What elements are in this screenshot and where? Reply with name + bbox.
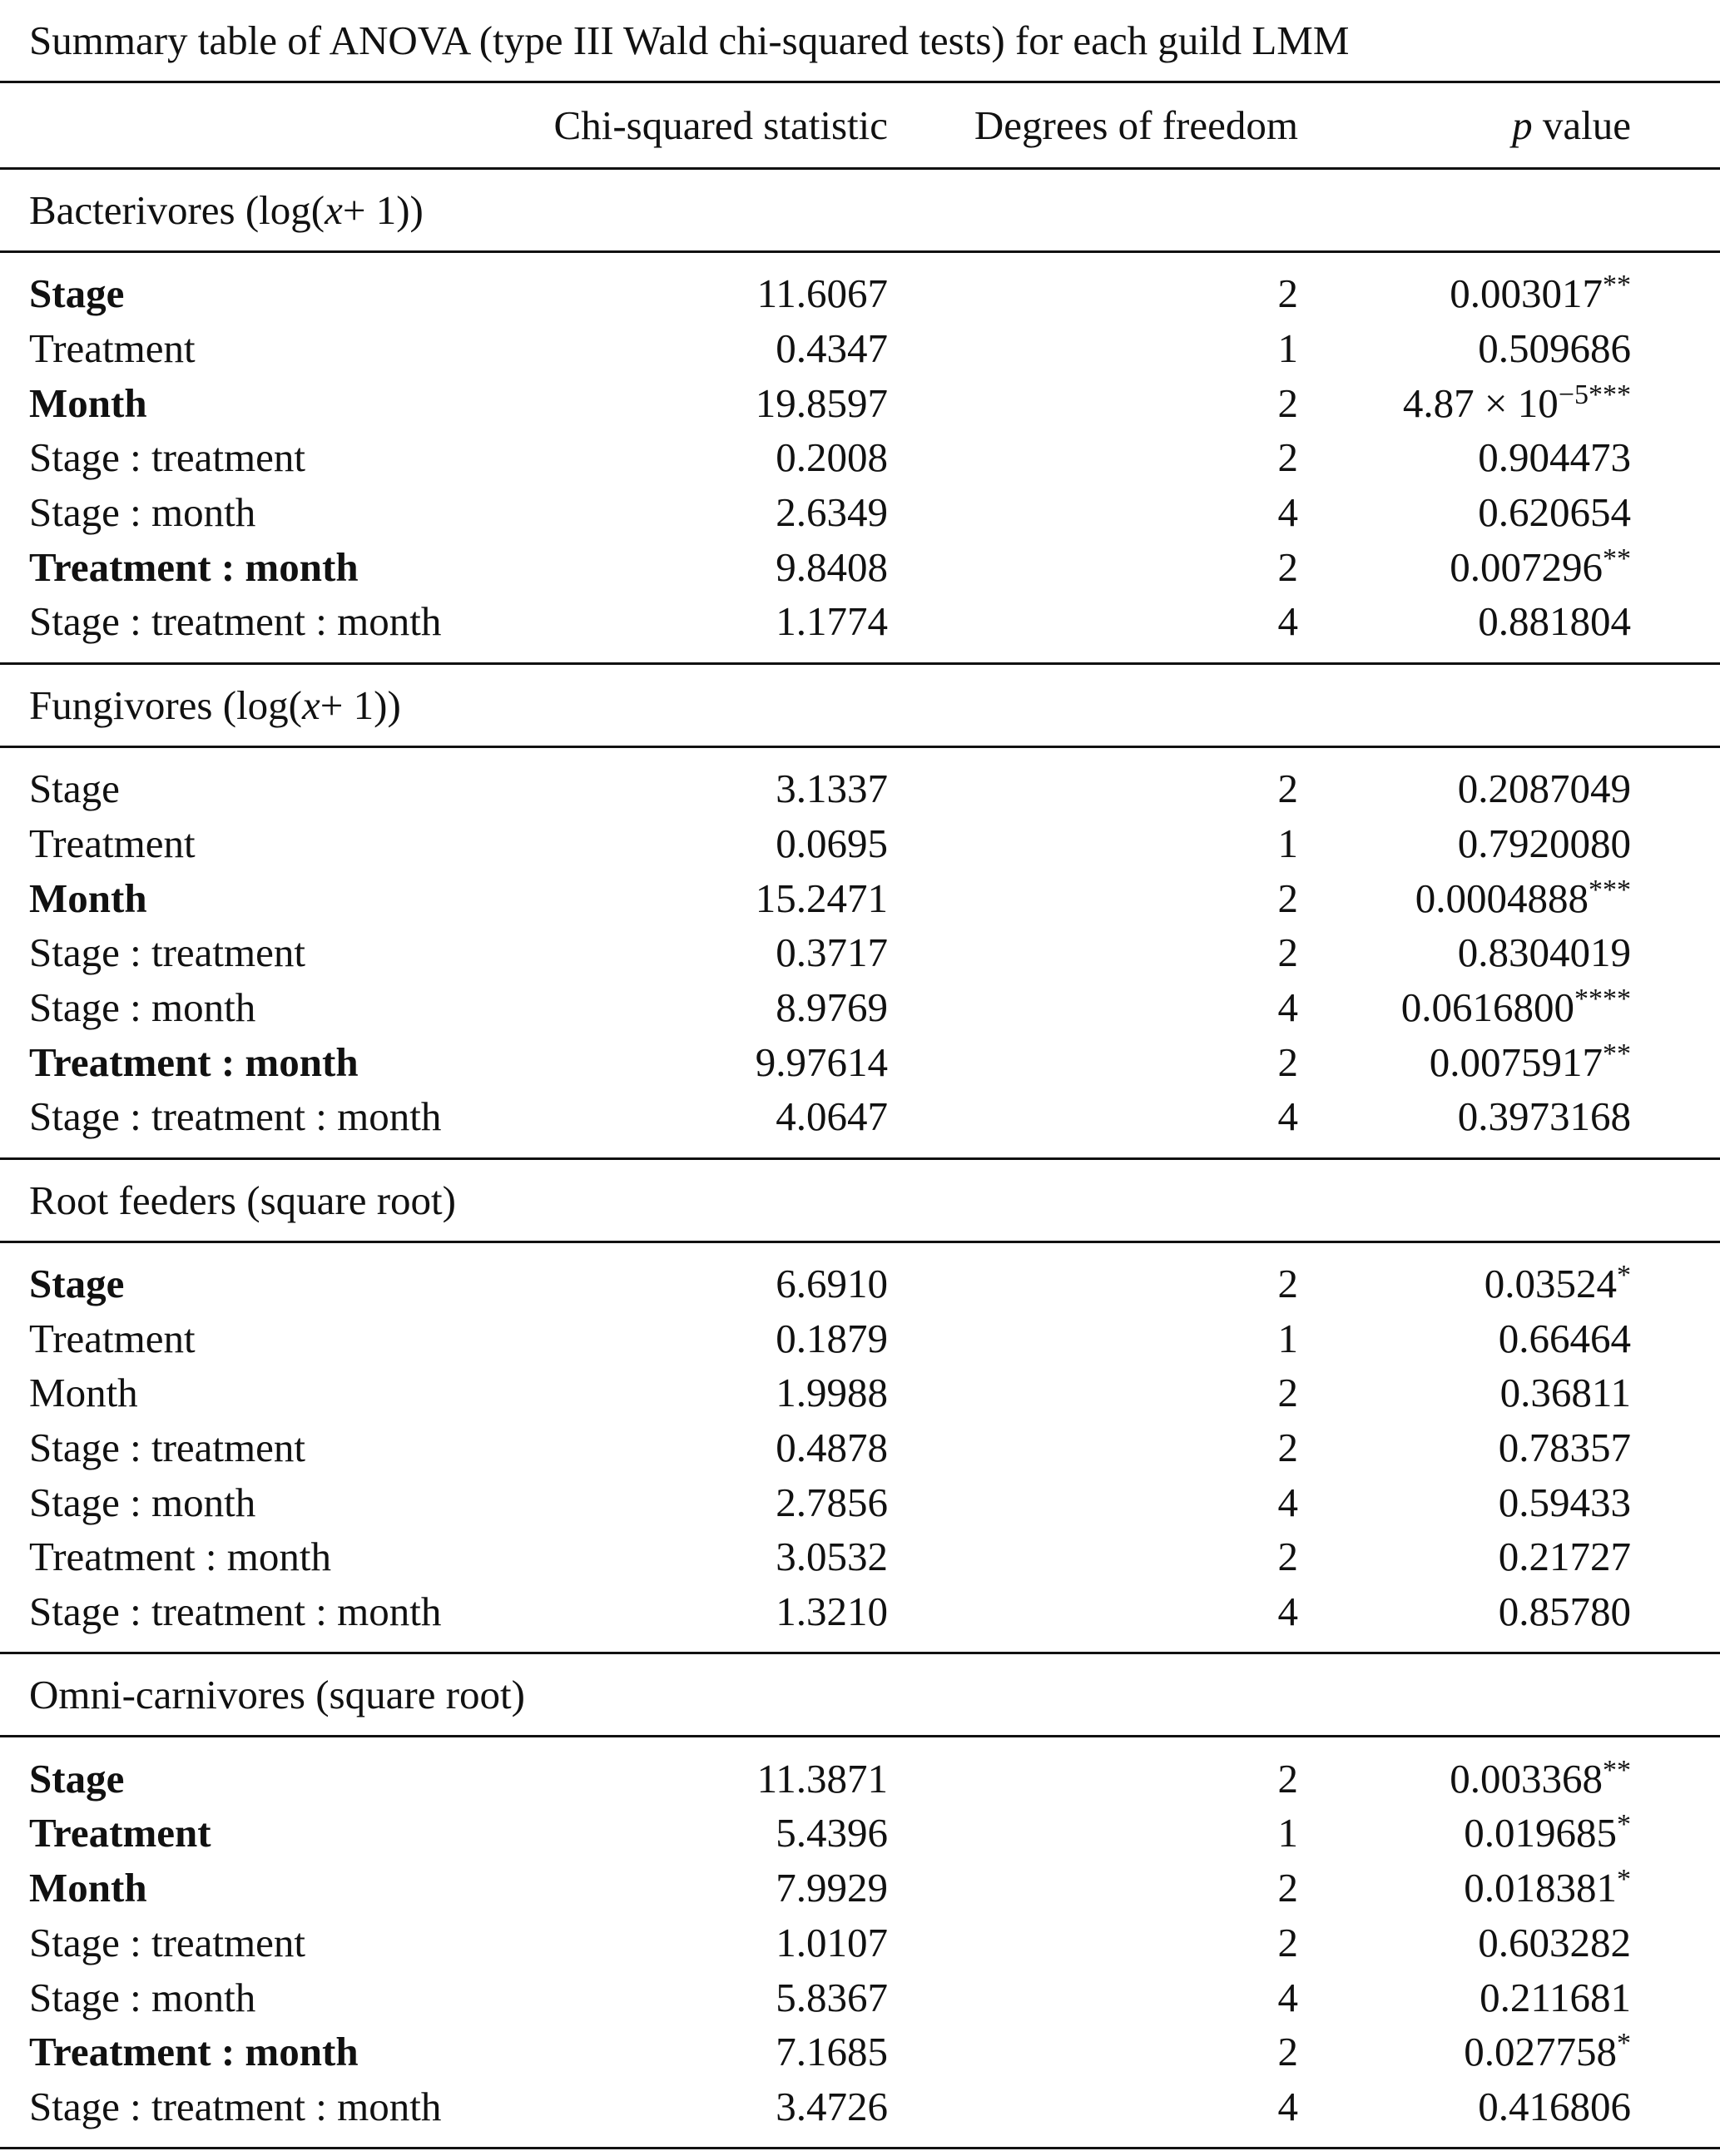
- p-value-number: 0.416806: [1478, 2083, 1631, 2129]
- row-term: Treatment : month: [29, 543, 359, 590]
- row-p-value: [1298, 1919, 1631, 1966]
- section-title-text: Fungivores (log(: [29, 681, 302, 728]
- row-p-value: [1298, 984, 1631, 1031]
- row-p-value: [1298, 1260, 1631, 1307]
- header-degrees-of-freedom: Degrees of freedom: [974, 102, 1298, 148]
- row-p-value: [1298, 1809, 1631, 1856]
- row-degrees-of-freedom: 2: [1277, 1755, 1298, 1802]
- significance-stars: *: [1617, 2028, 1631, 2059]
- header-chi-squared: Chi-squared statistic: [553, 102, 888, 148]
- table-sections: [0, 170, 1720, 2149]
- row-degrees-of-freedom: 2: [1277, 543, 1298, 590]
- row-degrees-of-freedom: 2: [1277, 434, 1298, 481]
- row-chi-squared: 0.3717: [776, 929, 888, 976]
- row-term: Stage : treatment : month: [29, 1589, 442, 1635]
- row-p-value: [1298, 1479, 1631, 1526]
- row-degrees-of-freedom: 4: [1277, 1974, 1298, 2020]
- table-row: [0, 375, 1720, 430]
- p-value-number: 0.0004888: [1415, 875, 1589, 921]
- row-chi-squared: 7.9929: [776, 1865, 888, 1911]
- table-header-row: [0, 83, 1720, 170]
- p-value-number: 0.0616800: [1400, 984, 1574, 1030]
- row-chi-squared: 4.0647: [776, 1093, 888, 1140]
- table-row: [0, 485, 1720, 540]
- p-value-number: 0.211681: [1480, 1974, 1631, 2020]
- row-chi-squared: 0.4878: [776, 1425, 888, 1471]
- row-degrees-of-freedom: 2: [1277, 766, 1298, 812]
- row-term: Stage : month: [29, 1974, 256, 2020]
- p-value-superscript: [1559, 379, 1631, 410]
- header-p-value: [1298, 102, 1631, 149]
- row-term: Treatment : month: [29, 1534, 331, 1580]
- row-p-value: [1298, 929, 1631, 976]
- row-chi-squared: 15.2471: [755, 875, 888, 921]
- table-row: [0, 1916, 1720, 1970]
- p-value-superscript: [1617, 1864, 1631, 1895]
- section-title: [0, 1654, 1720, 1737]
- p-value-number: 0.8304019: [1457, 929, 1631, 976]
- p-value-number: 0.59433: [1498, 1479, 1631, 1525]
- p-value-number: 0.003368: [1450, 1755, 1603, 1802]
- p-value-number: 0.007296: [1450, 543, 1603, 590]
- row-chi-squared: 11.6067: [756, 270, 888, 317]
- row-chi-squared: 3.4726: [776, 2083, 888, 2129]
- section-title-variable: x: [302, 681, 320, 728]
- p-value-number: 0.3973168: [1457, 1093, 1631, 1140]
- table-row: [0, 1311, 1720, 1365]
- table-row: [0, 594, 1720, 649]
- row-degrees-of-freedom: 2: [1277, 1865, 1298, 1911]
- p-value-number: 0.509686: [1478, 325, 1631, 372]
- section-title-variable: x: [325, 187, 343, 233]
- table-row: [0, 1365, 1720, 1420]
- row-term: Treatment : month: [29, 2029, 359, 2075]
- table-row: [0, 1420, 1720, 1475]
- row-degrees-of-freedom: 1: [1277, 1315, 1298, 1361]
- p-value-exponent: −5: [1558, 379, 1589, 410]
- table-row: [0, 980, 1720, 1035]
- row-degrees-of-freedom: 1: [1277, 820, 1298, 866]
- row-p-value: [1298, 1974, 1631, 2021]
- row-chi-squared: 2.7856: [776, 1479, 888, 1525]
- row-term: Stage : treatment : month: [29, 1093, 442, 1140]
- section-title-text: Root feeders (square root): [29, 1177, 456, 1223]
- row-degrees-of-freedom: 4: [1277, 1479, 1298, 1525]
- row-chi-squared: 7.1685: [776, 2029, 888, 2075]
- row-p-value: [1298, 488, 1631, 536]
- p-value-superscript: [1603, 1755, 1631, 1786]
- section-body: [0, 253, 1720, 665]
- table-row: [0, 321, 1720, 376]
- section-title: [0, 170, 1720, 253]
- row-p-value: [1298, 820, 1631, 867]
- row-chi-squared: 6.6910: [776, 1260, 888, 1306]
- table-row: [0, 2079, 1720, 2134]
- row-term: Month: [29, 1865, 147, 1911]
- table-row: [0, 1529, 1720, 1584]
- p-value-superscript: [1617, 2028, 1631, 2059]
- significance-stars: ****: [1574, 983, 1631, 1014]
- row-chi-squared: 0.0695: [776, 820, 888, 866]
- row-chi-squared: 11.3871: [756, 1755, 888, 1802]
- row-degrees-of-freedom: 2: [1277, 1370, 1298, 1416]
- p-value-number: 0.603282: [1478, 1919, 1631, 1965]
- row-degrees-of-freedom: 2: [1277, 1425, 1298, 1471]
- row-degrees-of-freedom: 2: [1277, 1260, 1298, 1306]
- section-title: [0, 665, 1720, 748]
- p-value-number: 0.78357: [1498, 1425, 1631, 1471]
- p-value-number: 0.2087049: [1457, 766, 1631, 812]
- row-chi-squared: 0.4347: [776, 325, 888, 372]
- section-title: [0, 1160, 1720, 1243]
- row-p-value: [1298, 1315, 1631, 1362]
- row-term: Month: [29, 875, 147, 921]
- significance-stars: *: [1617, 1864, 1631, 1896]
- row-p-value: [1298, 325, 1631, 372]
- row-term: Stage: [29, 766, 120, 812]
- row-degrees-of-freedom: 2: [1277, 1038, 1298, 1085]
- table-row: [0, 1089, 1720, 1144]
- p-value-number: 0.0075917: [1429, 1038, 1603, 1085]
- row-chi-squared: 5.4396: [776, 1810, 888, 1856]
- section-body: [0, 748, 1720, 1160]
- p-value-superscript: [1589, 875, 1631, 905]
- section-title-text: Omni-carnivores (square root): [29, 1672, 525, 1718]
- p-value-superscript: [1603, 543, 1631, 574]
- row-degrees-of-freedom: 2: [1277, 1919, 1298, 1965]
- row-term: Stage : treatment: [29, 1919, 305, 1965]
- row-p-value: [1298, 765, 1631, 812]
- section-title-text: Bacterivores (log(: [29, 187, 325, 233]
- header-p-symbol: p: [1512, 102, 1533, 148]
- row-p-value: [1298, 543, 1631, 591]
- row-chi-squared: 1.9988: [776, 1370, 888, 1416]
- row-p-value: [1298, 434, 1631, 481]
- significance-stars: **: [1603, 270, 1631, 301]
- row-term: Month: [29, 379, 147, 426]
- row-degrees-of-freedom: 2: [1277, 875, 1298, 921]
- significance-stars: **: [1603, 1754, 1631, 1786]
- section-body: [0, 1243, 1720, 1655]
- row-chi-squared: 3.1337: [776, 766, 888, 812]
- significance-stars: **: [1603, 1038, 1631, 1069]
- row-chi-squared: 8.9769: [776, 984, 888, 1030]
- row-degrees-of-freedom: 4: [1277, 1589, 1298, 1635]
- table-row: [0, 2025, 1720, 2079]
- row-chi-squared: 9.8408: [776, 543, 888, 590]
- p-value-number: 0.85780: [1498, 1589, 1631, 1635]
- p-value-number: 0.027758: [1464, 2029, 1617, 2075]
- table-row: [0, 1970, 1720, 2025]
- table-row: [0, 1256, 1720, 1311]
- row-term: Stage: [29, 270, 125, 317]
- significance-stars: ***: [1589, 874, 1631, 905]
- row-term: Treatment: [29, 325, 196, 372]
- row-degrees-of-freedom: 1: [1277, 1810, 1298, 1856]
- row-p-value: [1298, 379, 1631, 427]
- row-degrees-of-freedom: 2: [1277, 1534, 1298, 1580]
- header-p-label: value: [1532, 102, 1631, 148]
- p-value-number: 4.87 × 10: [1402, 379, 1559, 426]
- significance-stars: *: [1617, 1259, 1631, 1291]
- table-row: [0, 1584, 1720, 1639]
- row-chi-squared: 1.3210: [776, 1589, 888, 1635]
- row-degrees-of-freedom: 2: [1277, 379, 1298, 426]
- table-row: [0, 1751, 1720, 1806]
- significance-stars: *: [1617, 1809, 1631, 1841]
- row-chi-squared: 0.1879: [776, 1315, 888, 1361]
- p-value-superscript: [1603, 270, 1631, 300]
- table-row: [0, 539, 1720, 594]
- row-p-value: [1298, 2083, 1631, 2130]
- table-row: [0, 266, 1720, 321]
- section-title-suffix: + 1)): [342, 187, 424, 233]
- row-p-value: [1298, 1369, 1631, 1416]
- table-row: [0, 1806, 1720, 1861]
- row-chi-squared: 2.6349: [776, 489, 888, 536]
- row-p-value: [1298, 270, 1631, 317]
- row-degrees-of-freedom: 4: [1277, 489, 1298, 536]
- row-p-value: [1298, 2028, 1631, 2075]
- row-degrees-of-freedom: 2: [1277, 270, 1298, 317]
- row-term: Treatment: [29, 1315, 196, 1361]
- p-value-number: 0.904473: [1478, 434, 1631, 481]
- row-p-value: [1298, 1533, 1631, 1580]
- row-p-value: [1298, 875, 1631, 922]
- row-p-value: [1298, 1093, 1631, 1140]
- row-p-value: [1298, 1755, 1631, 1802]
- p-value-number: 0.620654: [1478, 489, 1631, 536]
- row-p-value: [1298, 597, 1631, 645]
- table-row: [0, 1475, 1720, 1529]
- row-degrees-of-freedom: 1: [1277, 325, 1298, 372]
- row-chi-squared: 9.97614: [755, 1038, 888, 1085]
- row-p-value: [1298, 1424, 1631, 1471]
- p-value-superscript: [1574, 984, 1631, 1014]
- row-term: Stage: [29, 1260, 125, 1306]
- row-chi-squared: 3.0532: [776, 1534, 888, 1580]
- p-value-superscript: [1617, 1809, 1631, 1840]
- significance-stars: **: [1603, 543, 1631, 574]
- row-term: Stage : month: [29, 1479, 256, 1525]
- row-term: Month: [29, 1370, 138, 1416]
- table-row: [0, 816, 1720, 871]
- table-row: [0, 870, 1720, 925]
- row-degrees-of-freedom: 4: [1277, 2083, 1298, 2129]
- table-caption: Summary table of ANOVA (type III Wald chi-squared tests) for each guild LMM: [0, 0, 1720, 83]
- table-row: [0, 430, 1720, 485]
- row-term: Stage : treatment : month: [29, 2083, 442, 2129]
- row-degrees-of-freedom: 4: [1277, 984, 1298, 1030]
- row-degrees-of-freedom: 2: [1277, 2029, 1298, 2075]
- p-value-number: 0.019685: [1464, 1810, 1617, 1856]
- row-degrees-of-freedom: 4: [1277, 598, 1298, 645]
- row-chi-squared: 5.8367: [776, 1974, 888, 2020]
- section-title-suffix: + 1)): [320, 681, 401, 728]
- significance-stars: ***: [1589, 379, 1631, 410]
- row-term: Treatment: [29, 1810, 211, 1856]
- p-value-number: 0.018381: [1464, 1865, 1617, 1911]
- row-p-value: [1298, 1038, 1631, 1086]
- row-term: Treatment : month: [29, 1038, 359, 1085]
- p-value-number: 0.881804: [1478, 598, 1631, 645]
- row-p-value: [1298, 1588, 1631, 1635]
- row-term: Stage : treatment: [29, 929, 305, 976]
- p-value-superscript: [1603, 1038, 1631, 1069]
- table-row: [0, 1034, 1720, 1089]
- row-term: Treatment: [29, 820, 196, 866]
- p-value-number: 0.21727: [1498, 1534, 1631, 1580]
- p-value-number: 0.7920080: [1457, 820, 1631, 866]
- table-row: [0, 1861, 1720, 1916]
- row-chi-squared: 1.1774: [776, 598, 888, 645]
- p-value-number: 0.36811: [1499, 1370, 1631, 1416]
- row-term: Stage : treatment : month: [29, 598, 442, 645]
- row-degrees-of-freedom: 2: [1277, 929, 1298, 976]
- p-value-number: 0.03524: [1484, 1260, 1617, 1306]
- p-value-superscript: [1617, 1260, 1631, 1291]
- row-term: Stage : month: [29, 984, 256, 1030]
- row-term: Stage: [29, 1755, 125, 1802]
- section-body: [0, 1737, 1720, 2149]
- table-row: [0, 925, 1720, 980]
- p-value-number: 0.003017: [1450, 270, 1603, 317]
- row-degrees-of-freedom: 4: [1277, 1093, 1298, 1140]
- row-p-value: [1298, 1864, 1631, 1911]
- table-row: [0, 761, 1720, 816]
- p-value-number: 0.66464: [1498, 1315, 1631, 1361]
- row-term: Stage : treatment: [29, 1425, 305, 1471]
- row-chi-squared: 19.8597: [755, 379, 888, 426]
- row-term: Stage : month: [29, 489, 256, 536]
- row-chi-squared: 1.0107: [776, 1919, 888, 1965]
- row-chi-squared: 0.2008: [776, 434, 888, 481]
- row-term: Stage : treatment: [29, 434, 305, 481]
